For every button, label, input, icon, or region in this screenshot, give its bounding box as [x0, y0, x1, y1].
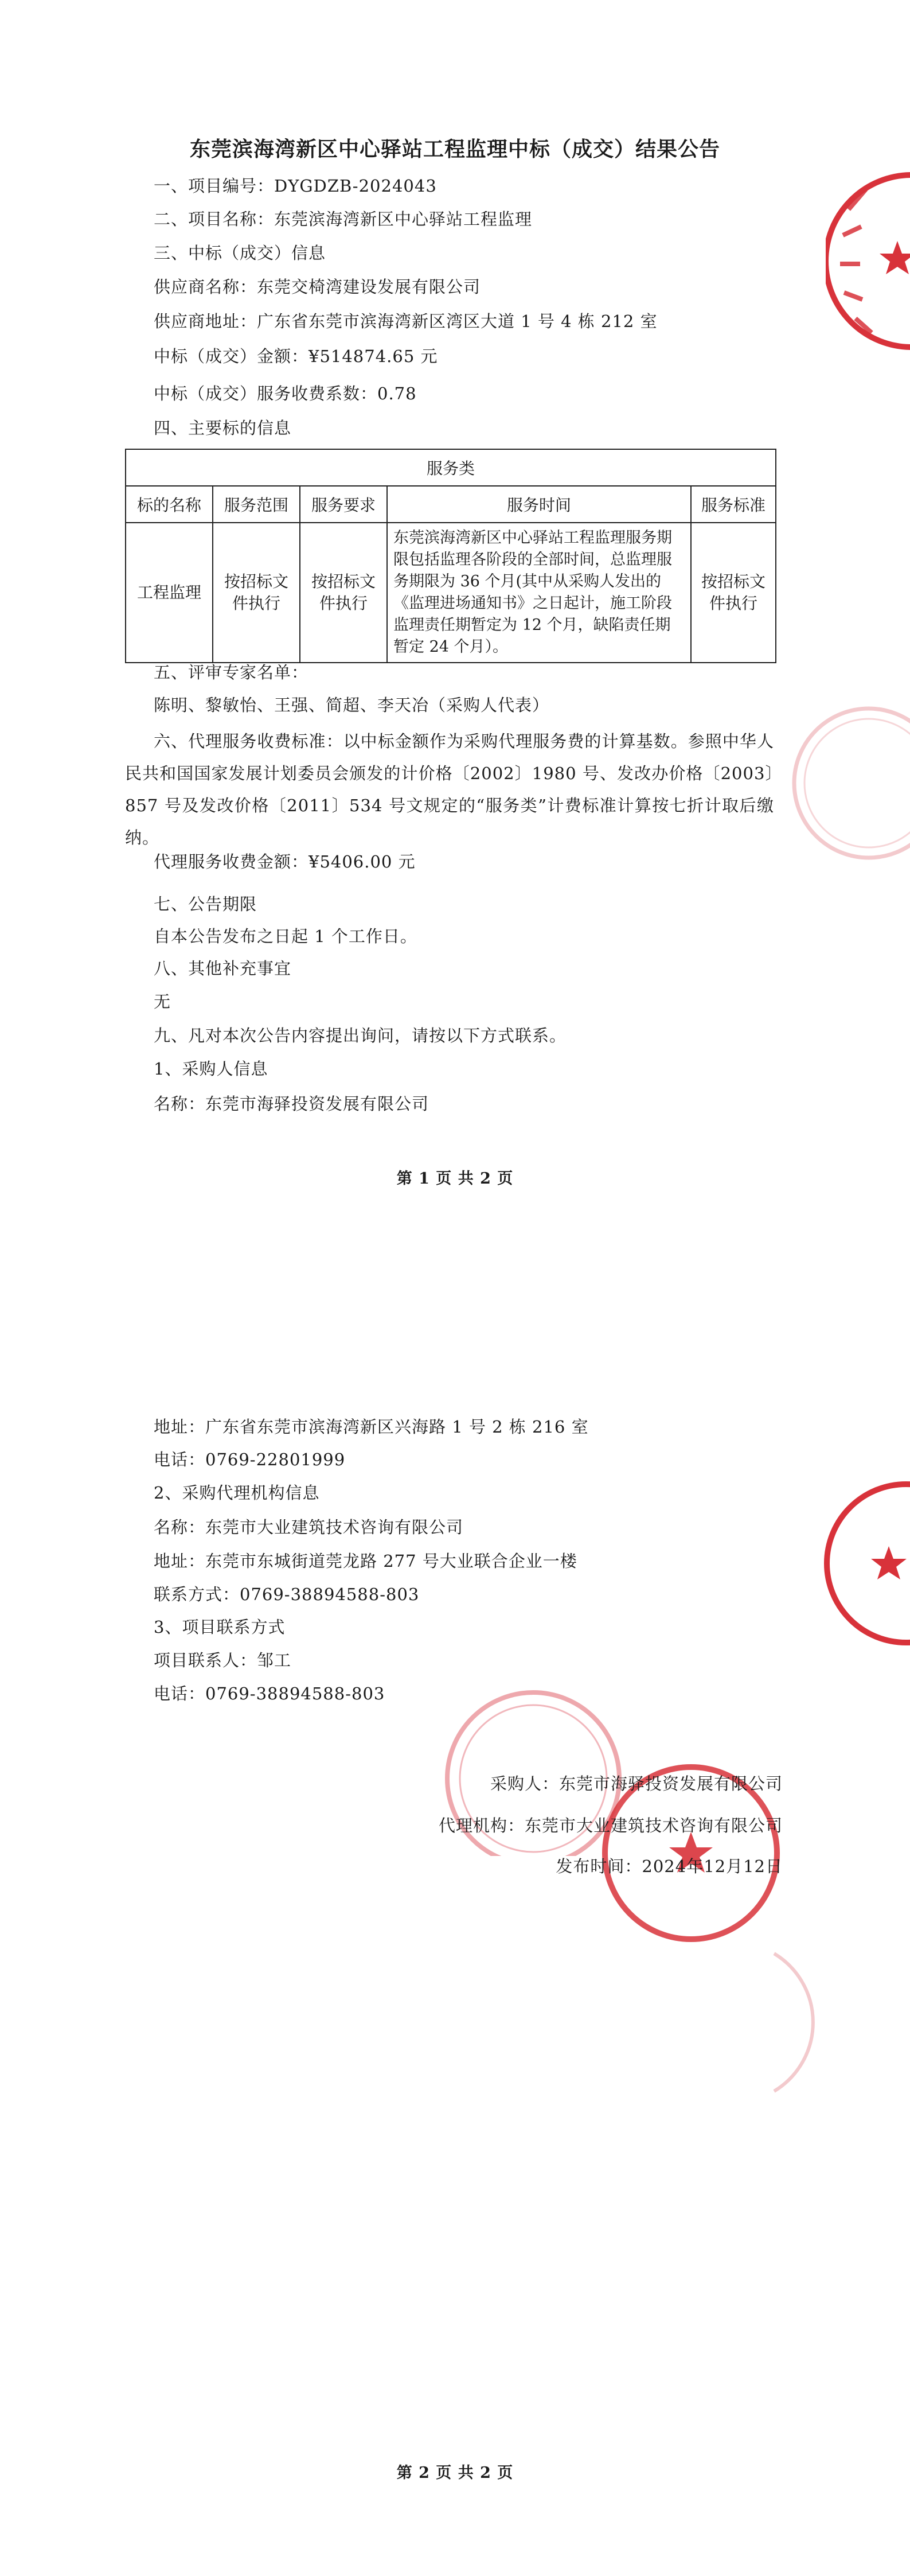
other-heading: 八、其他补充事宜	[154, 959, 292, 978]
subject-name-cell: 工程监理	[126, 523, 213, 663]
experts-list: 陈明、黎敏怡、王强、简超、李天冶（采购人代表）	[154, 695, 550, 715]
signature-purchaser: 采购人：东莞市海驿投资发展有限公司	[490, 1774, 783, 1793]
agency-fee-standard: 六、代理服务收费标准：以中标金额作为采购代理服务费的计算基数。参照中华人民共和国国家发展计划委员会颁发的计价格〔2002〕1980 号、发改办价格〔2003〕857 号及发改价格〔2011〕534 号文规定的“服务类”计费标准计算按七折计取后缴纳。	[125, 731, 774, 847]
purchaser-phone: 电话：0769-22801999	[154, 1450, 346, 1469]
service-scope-cell: 按招标文件执行	[213, 523, 300, 663]
signature-agency: 代理机构：东莞市大业建筑技术咨询有限公司	[438, 1816, 783, 1835]
red-seal-stamp-icon	[820, 1477, 910, 1649]
other-text: 无	[154, 992, 171, 1011]
service-standard-cell: 按招标文件执行	[691, 523, 776, 663]
service-requirement-cell: 按招标文件执行	[300, 523, 387, 663]
bid-info-heading: 三、中标（成交）信息	[154, 243, 326, 263]
purchaser-address: 地址：广东省东莞市滨海湾新区兴海路 1 号 2 栋 216 室	[154, 1417, 589, 1437]
notice-title: 东莞滨海湾新区中心驿站工程监理中标（成交）结果公告	[189, 137, 720, 161]
period-text: 自本公告发布之日起 1 个工作日。	[154, 927, 417, 946]
agency-phone: 联系方式：0769-38894588-803	[154, 1585, 420, 1604]
agency-heading: 2、采购代理机构信息	[154, 1483, 320, 1503]
subject-table	[125, 449, 776, 663]
signature-date: 发布时间：2024年12月12日	[556, 1857, 783, 1876]
table-header: 服务范围	[213, 486, 300, 523]
supplier-name: 供应商名称：东莞交椅湾建设发展有限公司	[154, 277, 481, 297]
table-category: 服务类	[126, 449, 776, 486]
table-header: 服务标准	[691, 486, 776, 523]
bid-amount: 中标（成交）金额：¥514874.65 元	[154, 347, 438, 366]
period-heading: 七、公告期限	[154, 894, 257, 914]
experts-heading: 五、评审专家名单：	[154, 663, 309, 682]
faint-seal-stamp-icon	[771, 697, 910, 869]
page-number: 第 2 页 共 2 页	[396, 2464, 514, 2482]
supplier-address: 供应商地址：广东省东莞市滨海湾新区湾区大道 1 号 4 栋 212 室	[154, 312, 658, 331]
subject-heading: 四、主要标的信息	[154, 418, 292, 438]
project-contact-phone: 电话：0769-38894588-803	[154, 1684, 385, 1703]
table-row	[126, 523, 776, 663]
project-contact-heading: 3、项目联系方式	[154, 1617, 286, 1637]
agency-fee-amount: 代理服务收费金额：¥5406.00 元	[154, 852, 416, 871]
project-name: 二、项目名称：东莞滨海湾新区中心驿站工程监理	[154, 209, 533, 229]
project-contact-person: 项目联系人：邹工	[154, 1651, 292, 1670]
red-seal-stamp-icon	[826, 155, 910, 367]
table-header: 标的名称	[126, 486, 213, 523]
page-2	[0, 1288, 910, 2576]
purchaser-heading: 1、采购人信息	[154, 1059, 268, 1079]
page-number: 第 1 页 共 2 页	[396, 1170, 514, 1188]
agency-address: 地址：东莞市东城街道莞龙路 277 号大业联合企业一楼	[154, 1551, 577, 1571]
purchaser-name: 名称：东莞市海驿投资发展有限公司	[154, 1094, 429, 1114]
table-header: 服务要求	[300, 486, 387, 523]
table-header: 服务时间	[387, 486, 691, 523]
project-number: 一、项目编号：DYGDZB-2024043	[154, 176, 437, 196]
faint-seal-stamp-icon	[763, 1948, 831, 2097]
fee-coefficient: 中标（成交）服务收费系数：0.78	[154, 384, 417, 403]
contact-heading: 九、凡对本次公告内容提出询问，请按以下方式联系。	[154, 1026, 567, 1045]
service-time-cell: 东莞滨海湾新区中心驿站工程监理服务期限包括监理各阶段的全部时间，总监理服务期限为 36 个月(其中从采购人发出的《监理进场通知书》之日起计，施工阶段监理责任期暂定为 12 个月，缺陷责任期暂定 24 个月）。	[387, 523, 691, 663]
agency-name: 名称：东莞市大业建筑技术咨询有限公司	[154, 1517, 464, 1537]
